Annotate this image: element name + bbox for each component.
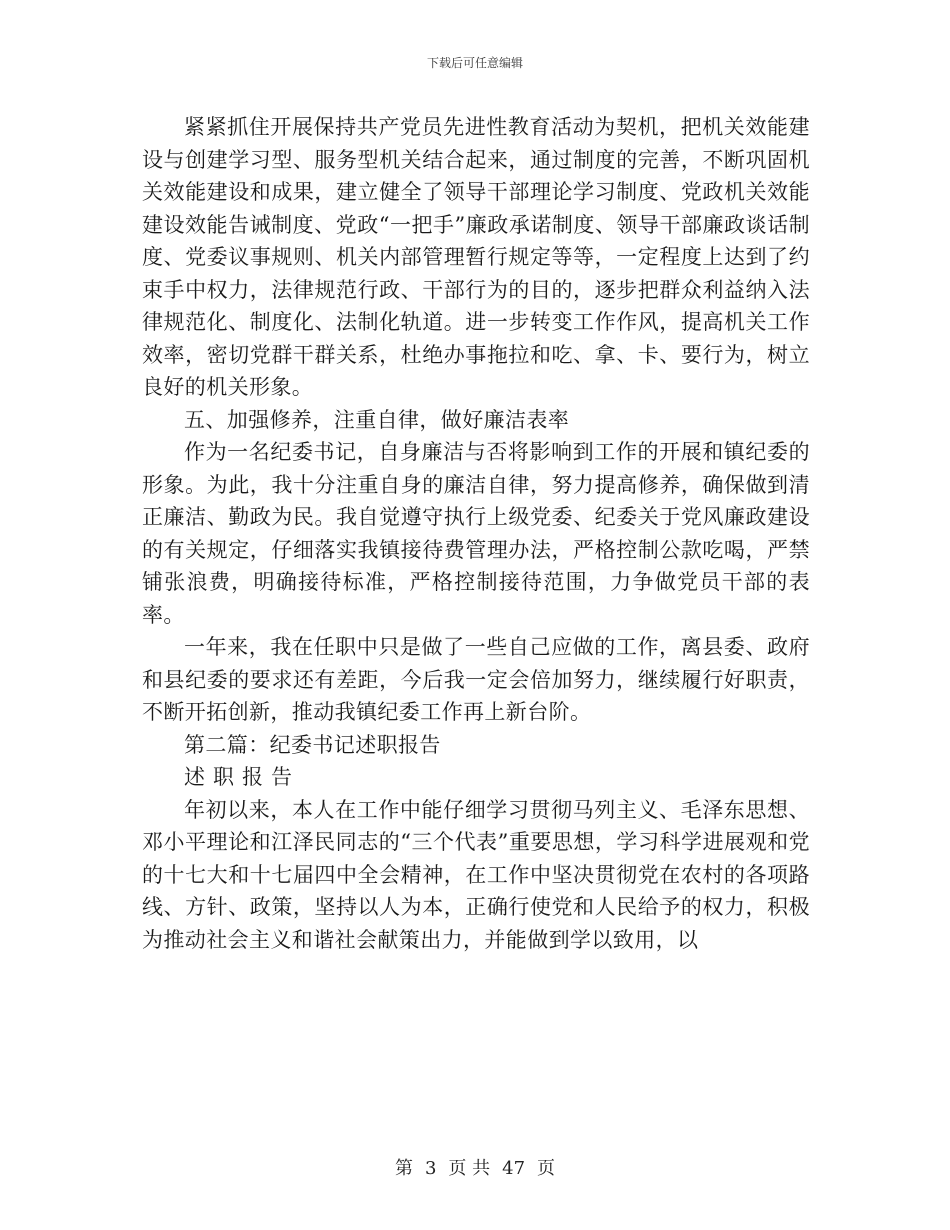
document-body	[142, 111, 810, 956]
report-title: 述职报告	[184, 765, 300, 789]
footer-total-pages: 47	[502, 1158, 526, 1179]
page-header-note: 下载后可任意编辑	[426, 56, 523, 70]
paragraph-self-discipline: 作为一名纪委书记，自身廉洁与否将影响到工作的开展和镇纪委的形象。为此，我十分注重自身的廉洁自律，努力提高修养，确保做到清正廉洁、勤政为民。我自觉遵守执行上级党委、纪委关于党风廉政建设的有关规定，仔细落实我镇接待费管理办法，严格控制公款吃喝，严禁铺张浪费，明确接待标准，严格控制接待范围，力争做党员干部的表率。	[142, 440, 810, 627]
footer-middle: 页 共	[448, 1158, 491, 1179]
paragraph-efficiency-system: 紧紧抓住开展保持共产党员先进性教育活动为契机，把机关效能建设与创建学习型、服务型机关结合起来，通过制度的完善，不断巩固机关效能建设和成果，建立健全了领导干部理论学习制度、党政机关效能建设效能告诫制度、党政“一把手”廉政承诺制度、领导干部廉政谈话制度、党委议事规则、机关内部管理暂行规定等等，一定程度上达到了约束手中权力，法律规范行政、干部行为的目的，逐步把群众利益纳入法律规范化、制度化、法制化轨道。进一步转变工作作风，提高机关工作效率，密切党群干群关系，杜绝办事拖拉和吃、拿、卡、要行为，树立良好的机关形象。	[142, 115, 810, 399]
paragraph-year-summary: 一年来，我在任职中只是做了一些自己应做的工作，离县委、政府和县纪委的要求还有差距，今后我一定会倍加努力，继续履行好职责，不断开拓创新，推动我镇纪委工作再上新台阶。	[142, 635, 810, 724]
page-footer	[0, 1154, 950, 1180]
section-heading-part-two: 第二篇：纪委书记述职报告	[184, 732, 441, 757]
footer-page-number: 3	[424, 1158, 437, 1179]
footer-prefix: 第	[394, 1158, 413, 1179]
section-heading-five: 五、加强修养，注重自律，做好廉洁表率	[184, 407, 570, 432]
paragraph-study-report: 年初以来，本人在工作中能仔细学习贯彻马列主义、毛泽东思想、邓小平理论和江泽民同志的“三个代表”重要思想，学习科学进展观和党的十七大和十七届四中全会精神，在工作中坚决贯彻党在农村的各项路线、方针、政策，坚持以人为本，正确行使党和人民给予的权力，积极为推动社会主义和谐社会献策出力，并能做到学以致用，以	[142, 797, 810, 952]
footer-suffix: 页	[537, 1158, 556, 1179]
